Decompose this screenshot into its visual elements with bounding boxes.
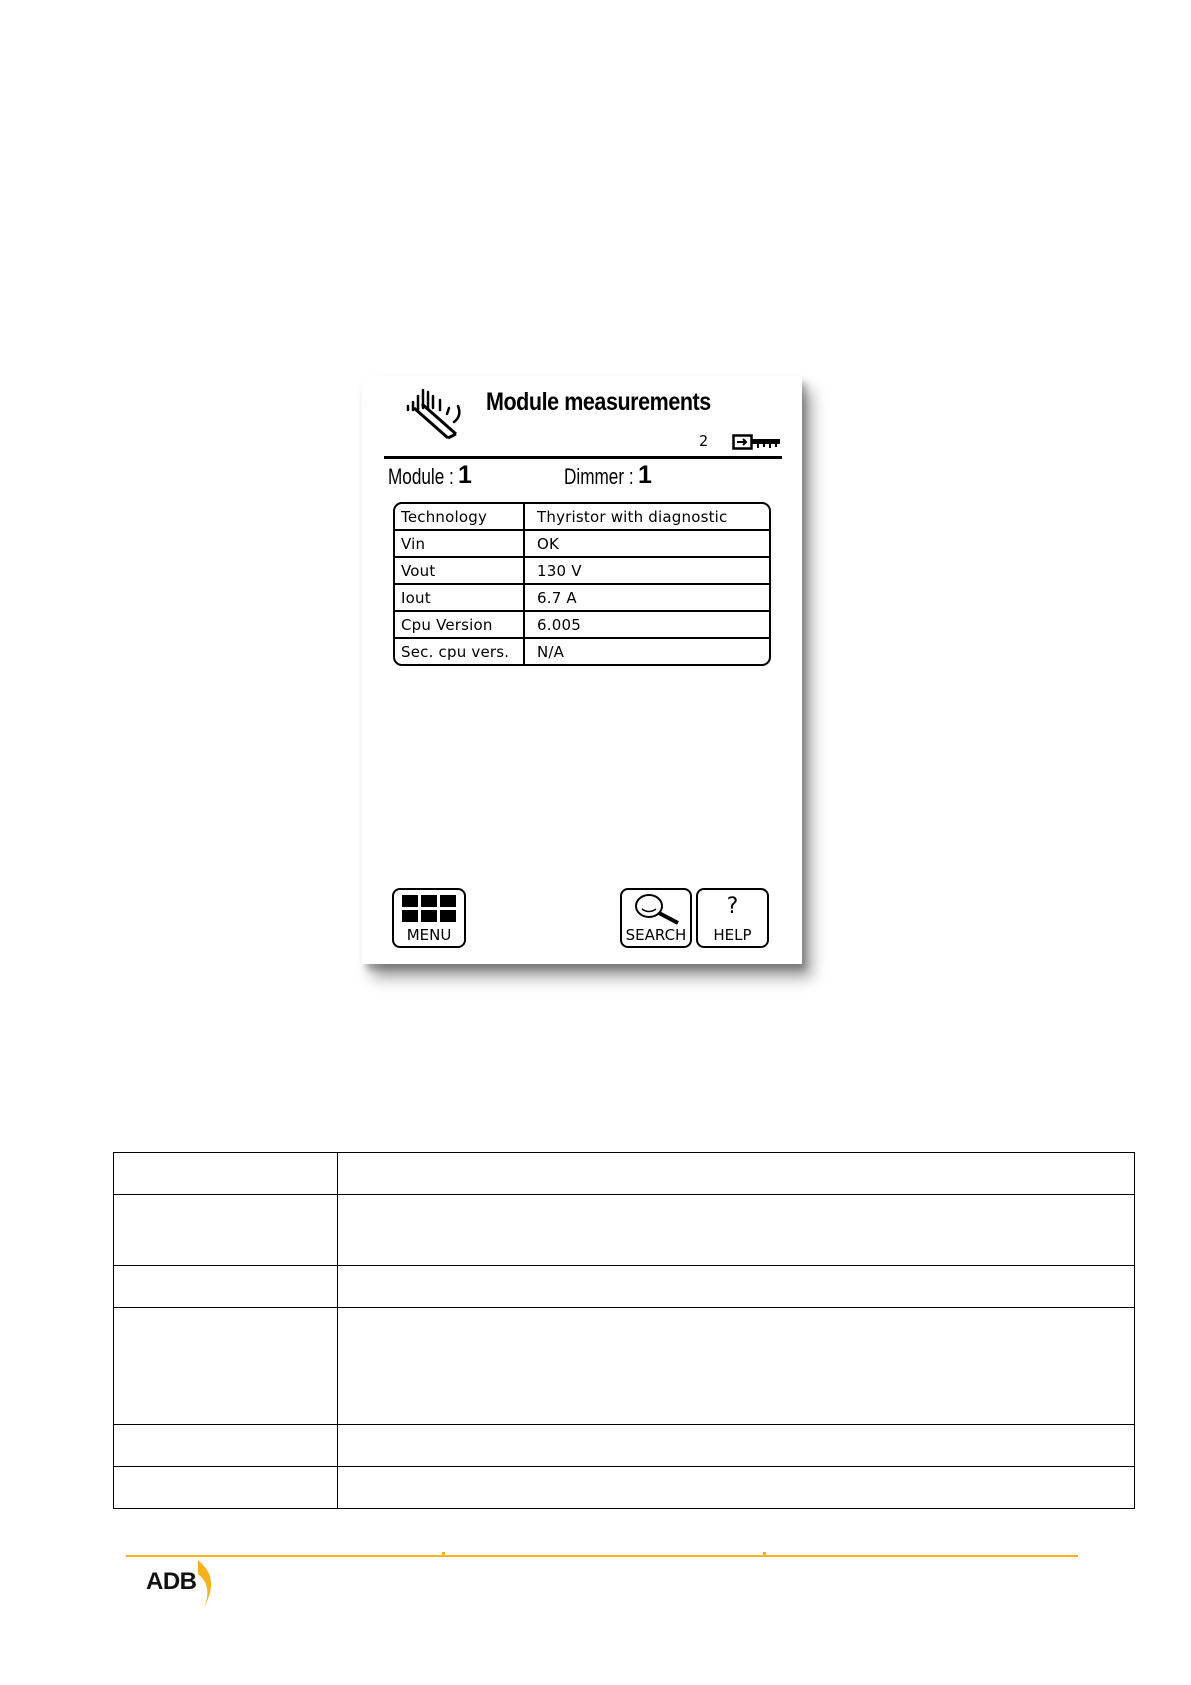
module-value: 1 [458,461,472,489]
table-row [395,585,769,612]
table-cell [114,1467,338,1509]
footer-divider-tick [442,1552,445,1556]
table-cell [114,1425,338,1467]
table-row [395,558,769,585]
menu-button-label: MENU [406,926,452,944]
row-value: 130 V [525,558,769,585]
table-cell [338,1467,1135,1509]
table-cell [338,1266,1135,1308]
table-cell [338,1308,1135,1425]
grid-icon [402,895,456,925]
dimmer-value: 1 [638,461,652,489]
dimmer-label: Dimmer : [564,464,634,489]
search-button[interactable] [620,888,692,948]
table-row [395,504,769,531]
search-button-label: SEARCH [625,926,687,944]
table-cell [114,1195,338,1266]
screen-title: Module measurements [486,388,711,416]
device-screen [362,376,802,964]
table-cell [338,1425,1135,1467]
help-button-label: HELP [713,926,752,944]
table-row [395,612,769,639]
row-label: Sec. cpu vers. [395,639,525,664]
table-row [395,531,769,558]
table-cell [338,1153,1135,1195]
table-row [114,1195,1135,1266]
row-value: 6.7 A [525,585,769,612]
adb-flame-icon [190,1558,220,1610]
row-label: Technology [395,504,525,531]
table-cell [114,1153,338,1195]
adb-logo-text: ADB [146,1568,197,1595]
row-label: Cpu Version [395,612,525,639]
table-cell [114,1308,338,1425]
module-label: Module : [388,464,454,489]
row-label: Iout [395,585,525,612]
table-row [114,1153,1135,1195]
user-level: 2 [699,432,709,450]
table-row [114,1308,1135,1425]
table-cell [114,1266,338,1308]
dimmer-logo-icon [402,386,470,442]
row-value: 6.005 [525,612,769,639]
table-row [114,1467,1135,1509]
magnifier-icon [632,893,684,925]
row-value: N/A [537,642,565,661]
key-icon [732,434,782,450]
footer-divider [126,1555,1078,1557]
table-row [114,1266,1135,1308]
table-cell [338,1195,1135,1266]
question-mark-icon: ? [726,894,739,919]
help-button[interactable] [696,888,769,948]
measurements-table [393,502,771,666]
description-table [113,1152,1135,1509]
row-label: Vout [395,558,525,585]
menu-button[interactable] [392,888,466,948]
header-divider [384,456,782,459]
row-label: Vin [395,531,525,558]
row-value: Thyristor with diagnostic [525,504,769,531]
table-row [114,1425,1135,1467]
row-value: OK [525,531,769,558]
table-row [395,639,769,664]
footer-divider-tick [763,1552,766,1556]
